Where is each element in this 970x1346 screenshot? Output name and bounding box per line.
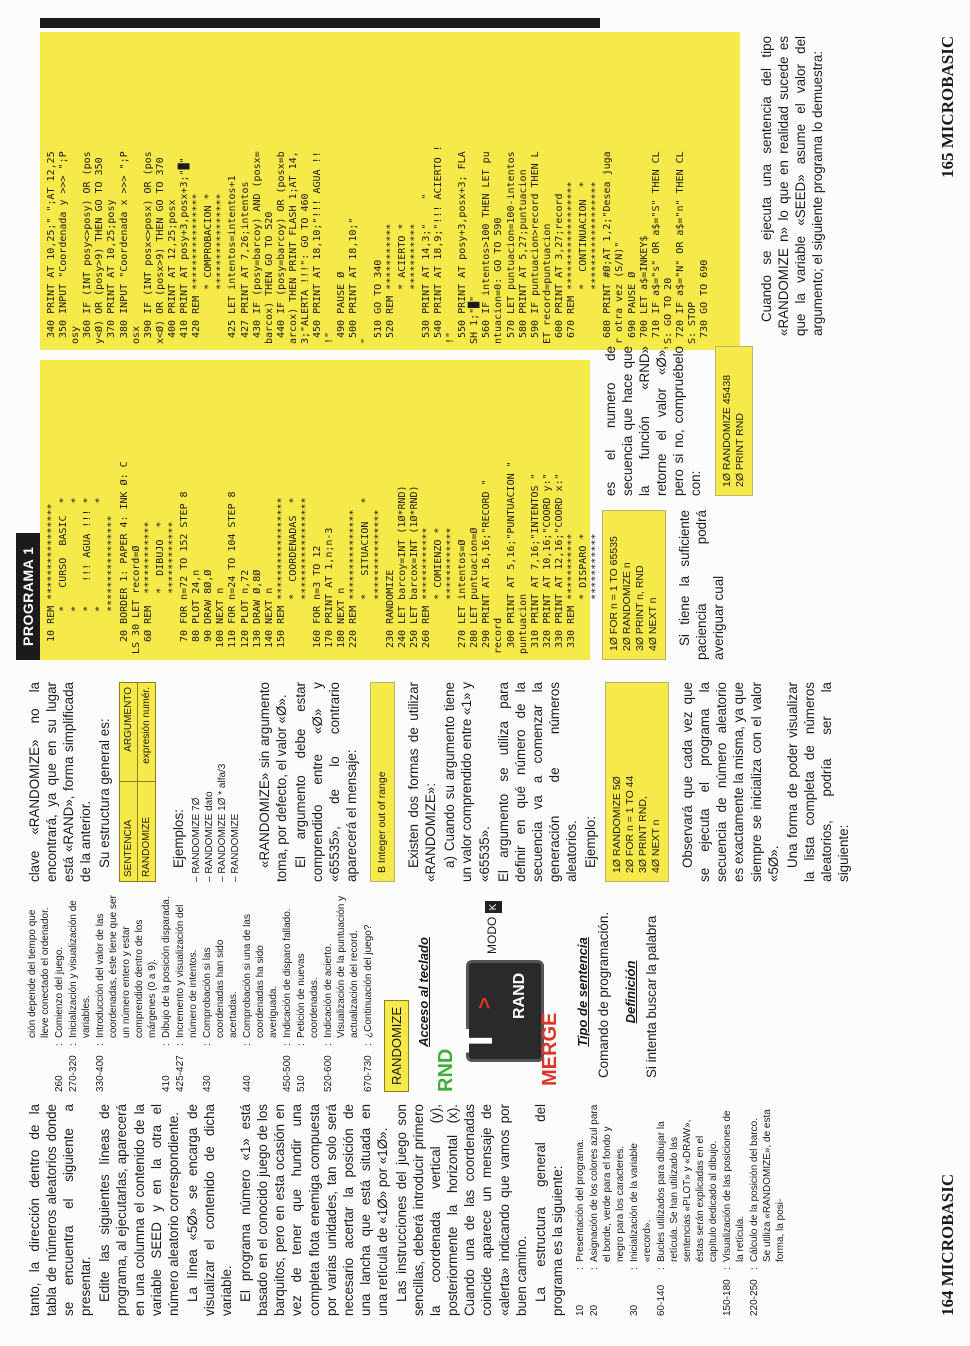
rnd-label: RND bbox=[435, 1048, 458, 1092]
list-item: 220-250 : Cálculo de la posición del barco. Se utiliza «RANDOMIZE», de esta forma, la posi- bbox=[748, 1109, 786, 1316]
list-item: 440 : Comprobación si una de las coordenadas ha sido averiguada. bbox=[242, 914, 279, 1092]
list-item: 30 : Inicialización de la variable «record». bbox=[628, 1143, 653, 1316]
paragraph: Comando de programación. bbox=[596, 912, 612, 1078]
paragraph: Observará que cada vez que se ejecuta el programa la secuencia de número aleatorio es exactamente la misma, ya que siempre se inicializa con el valor «5Ø». bbox=[680, 682, 781, 882]
right-bottom-col2 bbox=[602, 346, 753, 496]
list-item: – RANDOMIZE 7Ø bbox=[190, 797, 202, 882]
right-bottom-col3 bbox=[758, 36, 828, 336]
list-item: 410 : Dibujo de la posición disparada. bbox=[161, 896, 172, 1092]
list-item: 425-427 : Incremento y visualización del número de intentos. bbox=[175, 904, 199, 1092]
code-box: 1Ø RANDOMIZE 45438 2Ø PRINT RND bbox=[715, 346, 753, 496]
list-item: ción depende del tiempo que lleve conectado el ordenador. bbox=[27, 907, 51, 1038]
list-item: – RANDOMIZE bbox=[229, 813, 241, 882]
code-listing-right: 340 PRINT AT 10,25;" ";AT 12,25 350 INPUT "Coordenada y >>> ";P osy 360 IF (INT posy<>posy) OR (pos y<Ø) OR (posy>9) THEN GO TO 350 370 PRINT AT 10,25;posy 380 INPUT "Coordenada x >>> ";P osx 390 IF (INT posx<>posx) OR (pos x<Ø) OR (posx>9) THEN GO TO 370 400 PRINT AT 12,25;posx 410 PRINT AT posy+3,posx+3;"█" 420 REM **************** * COMPROBACION * **************** 425 LET intentos=intentos+1 427 PRINT AT 7,26;intentos 430 IF (posy=barcoy) AND (posx= barcox) THEN GO TO 520 440 IF (posy=barcoy) OR (posx=b arcox) THEN PRINT FLASH 1;AT 14, 3;"ALERTA !!!": GO TO 460 450 PRINT AT 18,10;"!!! AGUA !! !" 490 PAUSE Ø 500 PRINT AT 18,10;" " 510 GO TO 340 520 REM *********** * ACIERTO * *********** 530 PRINT AT 14,3;" " 540 PRINT AT 18,9;"!!! ACIERTO ! !" 550 PRINT AT posy+3,posx+3; FLA SH 1;"█" 560 IF intentos>100 THEN LET pu ntuacion=0: GO TO 590 570 LET puntuacion=100-intentos 580 PRINT AT 5,27;puntuacion 590 IF puntuacion>record THEN L ET record=puntuacion 600 PRINT AT 3,27;record 670 REM ****************** * CONTINUACION * ****************** 680 PRINT #Ø;AT 1,2;"Desea juga r otra vez (S/N)" 690 PAUSE Ø 700 LET a$=INKEY$ 710 IF a$="s" OR a$="S" THEN CL S: GO TO 20 720 IF a$="N" OR a$="n" THEN CL S: STOP 730 GO TO 690 bbox=[46, 145, 711, 344]
paragraph: El programa número «1» está basado en el conocido juego de los barquitos, pero en esta ocasión en vez de tener que hundir una completa flota enemiga compuesta por varias unidades, tan solo será necesario acertar la posición de una lancha que está situada en una retícula de «1Ø» por «1Ø». bbox=[238, 1104, 390, 1316]
paragraph: La línea «5Ø» se encarga de visualizar el contenido de dicha variable. bbox=[184, 1104, 235, 1316]
section-heading-access: Acceso al teclado bbox=[416, 937, 432, 1047]
paragraph: Ejemplos: bbox=[171, 809, 187, 868]
list-item: 260 : Comienzo del juego. bbox=[54, 946, 65, 1092]
examples-list bbox=[190, 682, 242, 882]
right-page-footer: 165 MICROBASIC bbox=[938, 35, 957, 178]
right-bottom-col1 bbox=[602, 510, 729, 660]
paragraph: es el numero de secuencia que hace que la función «RND» retorne el valor «Ø», pero si no, compruébelo con: bbox=[603, 346, 704, 496]
list-item: 20 : Asignación de los colores azul para el borde, verde para el fondo y negro para los caracteres. bbox=[588, 1104, 626, 1316]
paragraph: Edite las siguientes líneas de programa, al ejecutarlas, aparecerá en una columna el contenido de la variable SEED y en la otra el número aleatorio correspondiente. bbox=[97, 1104, 181, 1316]
section-heading-type: Tipo de sentencia bbox=[575, 937, 591, 1047]
left-page-footer: 164 MICROBASIC bbox=[938, 1173, 957, 1316]
list-item: – RANDOMIZE dato bbox=[203, 791, 215, 882]
list-item: 520-600 : Indicación de acierto. Visualización de la puntuación y actualización del record. bbox=[323, 895, 360, 1092]
list-item: 150-180 : Visualización de las posiciones de la retícula. bbox=[721, 1110, 746, 1316]
syntax-table: SENTENCIA ARGUMENTO RANDOMIZE expresión numér. bbox=[119, 682, 156, 882]
key-arrow: > bbox=[474, 997, 497, 1009]
paragraph: Su estructura general es: bbox=[97, 718, 113, 868]
error-box: B Integer out of range bbox=[370, 682, 395, 882]
paragraph: Si tiene la suficiente paciencia podrá averiguar cual bbox=[677, 510, 727, 660]
key-letter: T bbox=[457, 1028, 502, 1053]
list-item: 430 : Comprobación si las coordenadas han sido acertadas. bbox=[202, 939, 239, 1092]
list-item: – RANDOMIZE 1Ø * alfa/3 bbox=[216, 763, 228, 882]
keyboard-illustration bbox=[436, 892, 568, 1092]
list-item: 510 : Petición de nuevas coordenadas. bbox=[296, 953, 320, 1092]
mode-label: MODO K bbox=[484, 901, 502, 954]
example-code-box: 1Ø RANDOMIZE 5Ø 2Ø FOR n = 1 TO 44 3Ø PRINT RND, 4Ø NEXT n bbox=[605, 682, 669, 882]
paragraph: Ejemplo: bbox=[583, 815, 599, 868]
paragraph: Cuando se ejecuta una sentencia del tipo «RANDOMIZE n» lo que en realidad sucede es que la variable «SEED» asume el valor del argumento; el siguiente programa lo demuestra: bbox=[759, 36, 826, 336]
merge-label: MERGE bbox=[539, 1012, 562, 1086]
paragraph: a) Cuando su argumento tiene un valor comprendido entre «1» y «65535». bbox=[442, 682, 492, 882]
paragraph: Las instrucciones del juego son sencillas, deberá introducir primero la coordenada vertical (y), posteriormente la horizontal (x). Cuando una de las coordenadas coincide aparece un mensaje de «alerta» indicando que vamos por buen camino. bbox=[393, 1104, 529, 1316]
left-col3 bbox=[26, 682, 854, 882]
program-tab: PROGRAMA 1 bbox=[16, 533, 40, 660]
list-item: 60-140 : Bucles utilizados para dibujar la retícula. Se han utilizado las sentencias «PLOT» y «DRAW», éstas serán explicadas en el capítulo dedicado al dibujo. bbox=[655, 1119, 719, 1316]
paragraph: clave «RANDOMIZE» no la encontrará, ya que en su lugar está «RAND», forma simplificada de la anterior. bbox=[27, 682, 94, 882]
left-col2 bbox=[26, 892, 663, 1092]
list-item: 270-320 : Inicialización y visualización de variables. bbox=[68, 900, 92, 1092]
list-item: 330-400 : Introducción del valor de las coordenadas, éste tiene que ser un número entero y estar comprendido dentro de los márgenes (0 a 9). bbox=[95, 895, 158, 1092]
list-item: 670-730 : ¿Continuación del juego? bbox=[363, 924, 374, 1092]
rand-key bbox=[457, 960, 544, 1062]
paragraph: El argumento debe estar comprendido entre «Ø» y «65535», de lo contrario aparecerá el mensaje: bbox=[292, 682, 360, 882]
list-item: 10 : Presentación del programa. bbox=[574, 1139, 586, 1316]
mode-k-badge: K bbox=[485, 901, 502, 914]
key-rand: RAND bbox=[511, 972, 529, 1019]
paragraph: El argumento se utiliza para definir en qué número de la secuencia va a comenzar la generación de números aleatorios. bbox=[495, 682, 579, 882]
code-listing-left: 10 REM **************** * CURSO BASIC * * * * !!! AGUA !!! * * * **************** 20 BORDER 1: PAPER 4: INK Ø: C LS 30 LET record=Ø 6Ø REM ************ * DIBUJO * ************ 70 FOR n=72 TO 152 STEP 8 80 PLOT 24,n 90 DRAW 8Ø,Ø 100 NEXT n 110 FOR n=24 TO 104 STEP 8 120 PLOT n,72 130 DRAW Ø,8Ø 140 NEXT n 150 REM ***************** * COORDENADAS * ***************** 160 FOR n=3 TO 12 170 PRINT AT 1,n;n-3 180 NEXT n 220 REM *************** * SITUACION * *************** 230 RANDOMIZE 240 LET barcoy=INT (1Ø*RND) 250 LET barcox=INT (1Ø*RND) 260 REM ************ * COMIENZO * ************ 270 LET intentos=Ø 280 LET puntuacion=Ø 290 PRINT AT 16,16;"RECORD " record 300 PRINT AT 5,16;"PUNTUACION " puntuacion 310 PRINT AT 7,16;"INTENTOS " 320 PRINT AT 10,16;"COORD y:" 330 PRINT AT 12,16;"COORD x:" 330 REM *********** * DISPARO * *********** bbox=[46, 461, 602, 654]
list-item: 450-500 : Indicación de disparo fallado. bbox=[282, 908, 293, 1092]
keyword-box: RANDOMIZE bbox=[384, 1000, 409, 1092]
edge-bar bbox=[40, 18, 600, 28]
left-col1 bbox=[26, 1104, 788, 1316]
paragraph: Una forma de poder visualizar la lista completa de números aleatorios, podría ser la siguiente: bbox=[784, 682, 851, 882]
paragraph: La estructura general del programa es la siguiente: bbox=[532, 1104, 565, 1316]
section-heading-definition: Definición bbox=[623, 960, 639, 1024]
paragraph: Si intenta buscar la palabra bbox=[644, 915, 660, 1078]
code-box: 1Ø FOR n = 1 TO 65535 2Ø RANDOMIZE n 3Ø PRINT n, RND 4Ø NEXT n bbox=[602, 510, 666, 660]
paragraph: tanto, la dirección dentro de la tabla de números aleatorios donde se encuentra el siguiente a presentar. bbox=[27, 1104, 94, 1316]
paragraph: «RANDOMIZE» sin argumento toma, por defecto, el valor «Ø». bbox=[256, 682, 289, 882]
paragraph: Existen dos formas de utilizar «RANDOMIZE»: bbox=[406, 682, 439, 882]
